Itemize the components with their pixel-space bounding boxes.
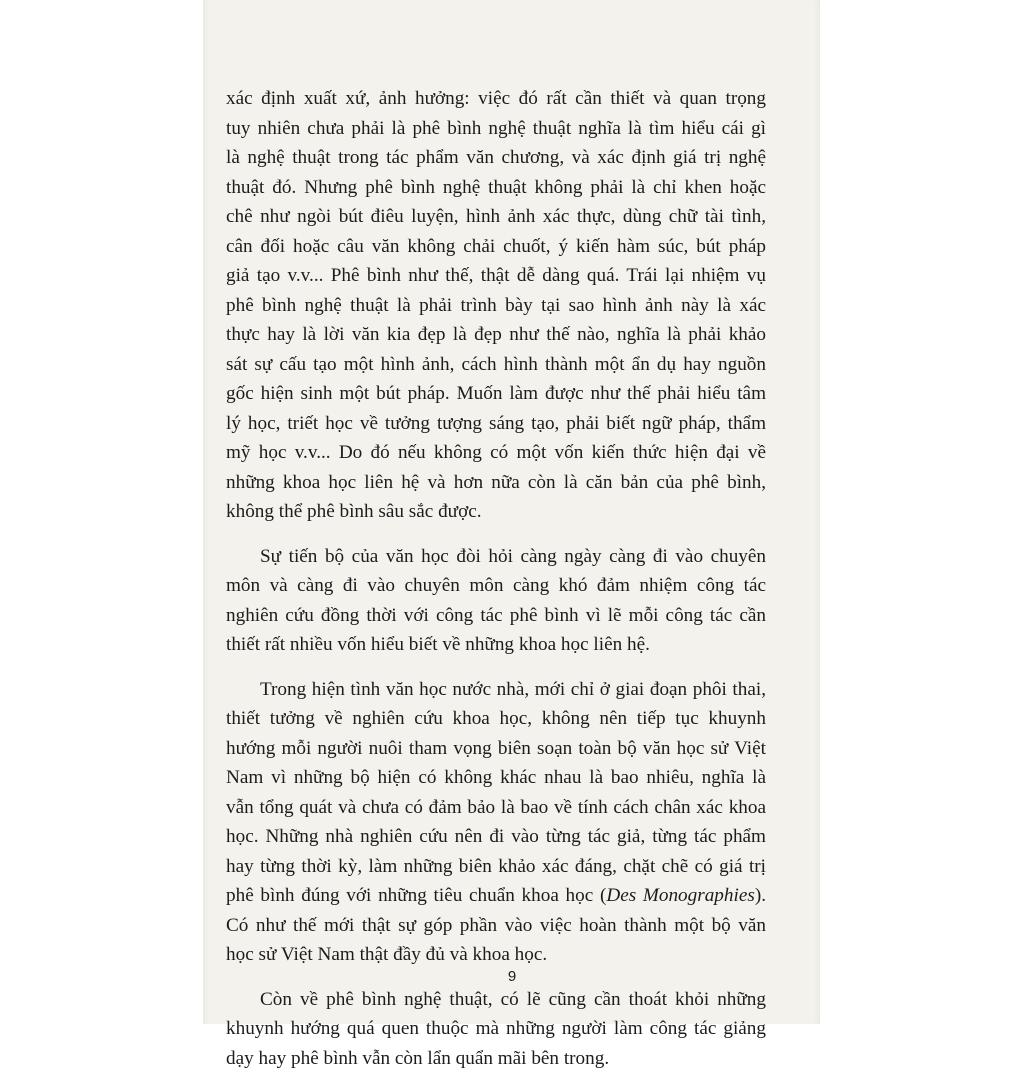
text-line: môn và càng đi vào chuyên môn càng khó đảm nhiệm công tác — [226, 575, 766, 596]
text-line: mỹ học v.v... Do đó nếu không có một vốn kiến thức hiện đại về — [226, 442, 766, 463]
page-number: 9 — [507, 968, 517, 985]
text-line: chê như ngòi bút điêu luyện, hình ảnh xác thực, dùng chữ tài tình, — [226, 206, 766, 227]
text-line: hướng mỗi người nuôi tham vọng biên soạn toàn bộ văn học sử Việt — [226, 737, 766, 759]
text-line: dạy hay phê bình vẫn còn lẩn quẩn mãi bên trong. — [226, 1047, 610, 1069]
text-line: là nghệ thuật trong tác phẩm văn chương, và xác định giá trị nghệ — [226, 147, 766, 168]
text-line: thiết tưởng về nghiên cứu khoa học, không nên tiếp tục khuynh — [226, 708, 766, 729]
text-line: không thể phê bình sâu sắc được. — [226, 501, 482, 522]
text-line: tuy nhiên chưa phải là phê bình nghệ thuật nghĩa là tìm hiểu cái gì — [226, 117, 766, 139]
text-line: thuật đó. Nhưng phê bình nghệ thuật không phải là chỉ khen hoặc — [226, 176, 766, 198]
paragraph-4 — [226, 985, 766, 1074]
text-line: thực hay là lời văn kia đẹp là đẹp như thế nào, nghĩa là phải khảo — [226, 324, 766, 345]
text-line: sát sự cấu tạo một hình ảnh, cách hình thành một ẩn dụ hay nguồn — [226, 353, 766, 375]
text-line: học sử Việt Nam thật đầy đủ và khoa học. — [226, 944, 548, 965]
text-line: Nam vì những bộ hiện có không khác nhau là bao nhiêu, nghĩa là — [226, 767, 766, 788]
text-line: xác định xuất xứ, ảnh hưởng: việc đó rất cần thiết và quan trọng — [226, 88, 766, 109]
text-line: khuynh hướng quá quen thuộc mà những người làm công tác giảng — [226, 1018, 766, 1039]
text-line: phê bình nghệ thuật là phải trình bày tại sao hình ảnh này là xác — [226, 294, 766, 316]
text-line: nghiên cứu đồng thời với công tác phê bình vì lẽ mỗi công tác cần — [226, 604, 766, 626]
text-line: học. Những nhà nghiên cứu nên đi vào từng tác giả, từng tác phẩm — [226, 826, 766, 847]
text-line: những khoa học liên hệ và hơn nữa còn là căn bản của phê bình, — [226, 471, 766, 493]
text-line: Còn về phê bình nghệ thuật, có lẽ cũng cần thoát khỏi những — [260, 988, 766, 1010]
paragraph-3 — [226, 675, 766, 970]
italic-term: Des Monographies — [606, 885, 755, 906]
text-line: Trong hiện tình văn học nước nhà, mới chỉ ở giai đoạn phôi thai, — [260, 678, 766, 700]
text-line: hay từng thời kỳ, làm những biên khảo xác đáng, chặt chẽ có giá trị — [226, 855, 766, 877]
text-line: thiết rất nhiều vốn hiểu biết về những khoa học liên hệ. — [226, 634, 650, 655]
text-segment: ). — [754, 885, 766, 906]
text-line: giả tạo v.v... Phê bình như thế, thật dễ dàng quá. Trái lại nhiệm vụ — [226, 265, 766, 286]
text-line-with-italic — [226, 881, 766, 911]
text-line: lý học, triết học về tưởng tượng sáng tạo, phải biết ngữ pháp, thẩm — [226, 412, 766, 434]
body-text — [226, 84, 766, 1088]
text-line: vẫn tổng quát và chưa có đảm bảo là bao về tính cách chân xác khoa — [226, 796, 766, 818]
text-line: Có như thế mới thật sự góp phần vào việc hoàn thành một bộ văn — [226, 914, 766, 936]
text-segment: phê bình đúng với những tiêu chuẩn khoa học ( — [226, 885, 607, 906]
text-line: Sự tiến bộ của văn học đòi hỏi càng ngày càng đi vào chuyên — [260, 545, 766, 567]
text-line: cân đối hoặc câu văn không chải chuốt, ý kiến hàm súc, bút pháp — [226, 235, 766, 257]
text-line: gốc hiện sinh một bút pháp. Muốn làm được như thế phải hiểu tâm — [226, 383, 766, 404]
paragraph-1 — [226, 84, 766, 527]
paragraph-2 — [226, 542, 766, 660]
